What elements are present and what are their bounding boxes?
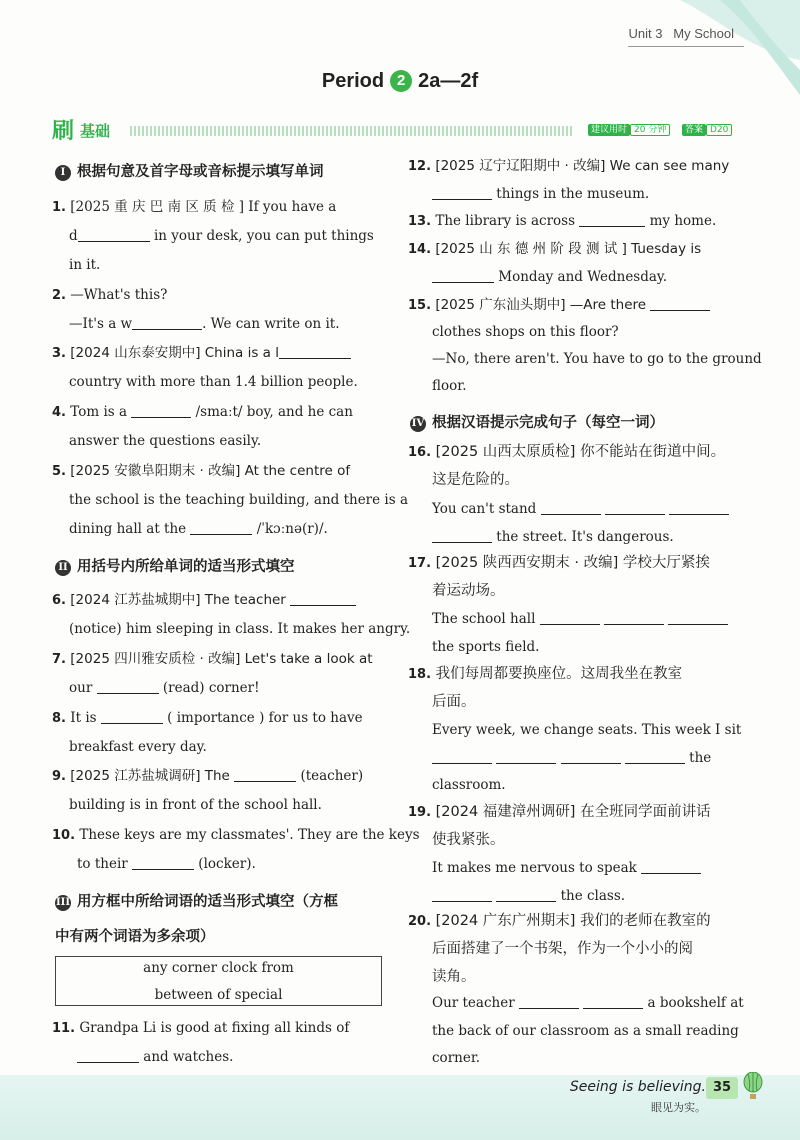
balloon-icon — [742, 1072, 764, 1104]
answer-blank[interactable] — [668, 610, 728, 625]
question-5: 5. [2025 安徽阜阳期末 · 改编] At the centre of — [52, 463, 351, 479]
answer-blank[interactable] — [432, 185, 492, 200]
answer-blank[interactable] — [190, 520, 252, 535]
unit-title: My School — [673, 26, 734, 41]
answer-blank[interactable] — [132, 855, 194, 870]
header-decoration — [660, 0, 800, 110]
question-6: 6. [2024 江苏盐城期中] The teacher — [52, 591, 356, 610]
answer-blank[interactable] — [131, 403, 191, 418]
answer-blank[interactable] — [579, 212, 645, 227]
question-4: 4. Tom is a /smaːt/ boy, and he can — [52, 404, 353, 420]
unit-number: Unit 3 — [628, 26, 663, 41]
period-number-badge: 2 — [390, 70, 412, 92]
answer-blank[interactable] — [541, 500, 601, 515]
question-12: 12. [2025 辽宁辽阳期中 · 改编] We can see many — [408, 158, 730, 174]
question-19: 19. [2024 福建漳州调研] 在全班同学面前讲话 — [408, 804, 711, 820]
answer-blank[interactable] — [561, 749, 621, 764]
answer-blank[interactable] — [97, 679, 159, 694]
footer-slogan: Seeing is believing. — [569, 1079, 706, 1095]
answer-blank[interactable] — [605, 500, 665, 515]
page-number: 35 — [706, 1077, 738, 1099]
answer-blank[interactable] — [604, 610, 664, 625]
question-14: 14. [2025 山 东 德 州 阶 段 测 试 ] Tuesday is — [408, 241, 702, 257]
answer-blank[interactable] — [77, 1048, 139, 1063]
question-9: 9. [2025 江苏盐城调研] The (teacher) — [52, 768, 364, 784]
question-7: 7. [2025 四川雅安质检 · 改编] Let's take a look at — [52, 651, 373, 667]
section-ribbon — [52, 118, 742, 142]
question-13: 13. The library is across my home. — [408, 213, 717, 229]
question-16: 16. [2025 山西太原质检] 你不能站在街道中间。 — [408, 444, 726, 460]
footer-slogan-cn: 眼见为实。 — [651, 1101, 706, 1114]
ribbon-name: 基础 — [80, 122, 111, 140]
question-8: 8. It is ( importance ) for us to have — [52, 710, 363, 726]
question-18: 18. 我们每周都要换座位。这周我坐在教室 — [408, 666, 683, 682]
answer-blank[interactable] — [432, 528, 492, 543]
answer-blank[interactable] — [650, 296, 710, 311]
answer-blank[interactable] — [78, 227, 150, 242]
answer-blank[interactable] — [540, 610, 600, 625]
question-20: 20. [2024 广东广州期末] 我们的老师在教室的 — [408, 913, 711, 929]
answer-blank[interactable] — [432, 887, 492, 902]
time-tag: 建议用时 20 分钟 — [588, 122, 670, 135]
answer-blank[interactable] — [432, 749, 492, 764]
section-4-title: IV 根据汉语提示完成句子（每空一词） — [411, 415, 664, 431]
question-10: 10. These keys are my classmates'. They are the keys — [52, 827, 420, 843]
answer-blank[interactable] — [132, 315, 202, 330]
period-title: Period 2 2a—2f — [321, 70, 479, 92]
question-1: 1. [2025 重 庆 巴 南 区 质 检 ] If you have a — [52, 199, 337, 215]
answer-blank[interactable] — [641, 859, 701, 874]
answer-blank[interactable] — [290, 591, 356, 606]
question-2: 2. —What's this? — [52, 287, 168, 303]
question-11: 11. Grandpa Li is good at fixing all kinds of — [52, 1020, 350, 1036]
unit-header — [628, 26, 734, 41]
section-3-title: III 用方框中所给词语的适当形式填空（方框 — [55, 894, 338, 910]
answer-blank[interactable] — [432, 268, 494, 283]
answer-blank[interactable] — [519, 994, 579, 1009]
answer-blank[interactable] — [279, 344, 351, 359]
answer-blank[interactable] — [669, 500, 729, 515]
question-15: 15. [2025 广东汕头期中] —Are there — [408, 296, 710, 315]
answer-blank[interactable] — [496, 749, 556, 764]
section-1-title: I 根据句意及首字母或音标提示填写单词 — [55, 160, 324, 181]
word-box: any corner clock from between of special — [55, 956, 382, 1006]
answer-blank[interactable] — [625, 749, 685, 764]
brand-logo: 刷 — [52, 119, 75, 144]
answer-blank[interactable] — [101, 709, 163, 724]
answer-blank[interactable] — [234, 767, 296, 782]
question-3: 3. [2024 山东泰安期中] China is a l — [52, 344, 351, 363]
question-17: 17. [2025 陕西西安期末 · 改编] 学校大厅紧挨 — [408, 555, 710, 571]
answer-tag: 答案 D20 — [682, 122, 732, 135]
ribbon-stripes — [130, 126, 572, 136]
section-2-title: II 用括号内所给单词的适当形式填空 — [55, 555, 295, 576]
answer-blank[interactable] — [496, 887, 556, 902]
answer-blank[interactable] — [583, 994, 643, 1009]
